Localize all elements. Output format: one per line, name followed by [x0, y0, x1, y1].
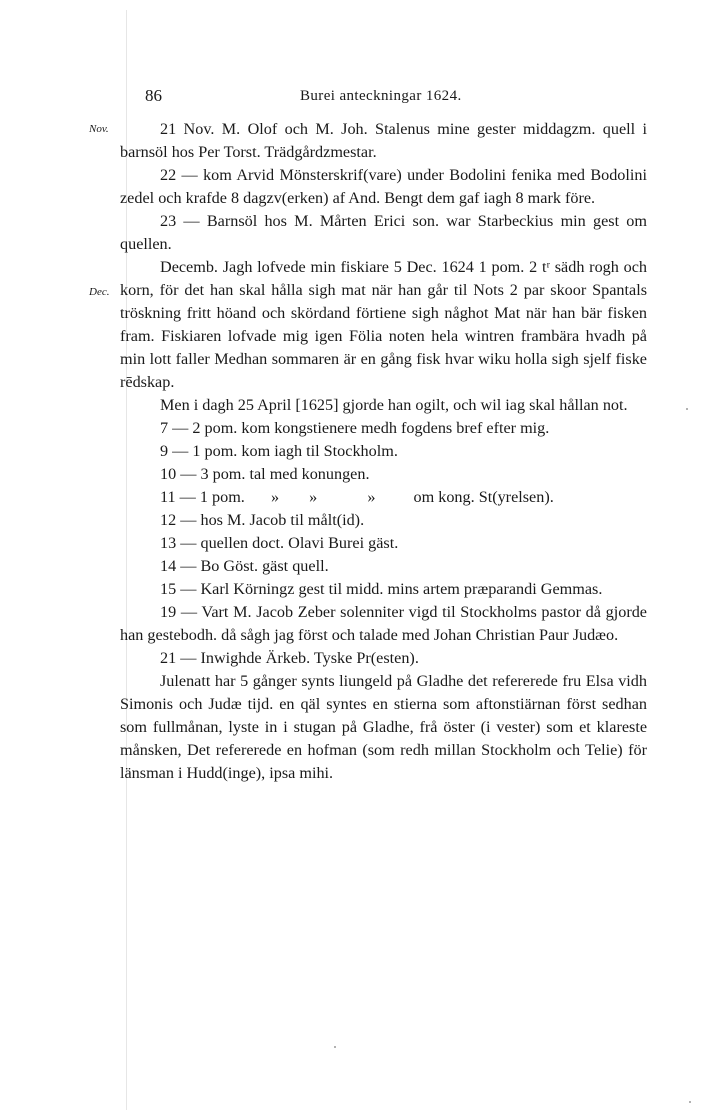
paragraph-nov-23: 23 — Barnsöl hos M. Mårten Erici son. war Starbeckius min gest om quellen.	[120, 212, 647, 253]
entry-dec-13: 13 — quellen doct. Olavi Burei gäst.	[160, 534, 399, 552]
entry-dec-9: 9 — 1 pom. kom iagh til Stockholm.	[160, 442, 398, 460]
margin-note-nov: Nov.	[89, 123, 109, 135]
entry-dec-11-end: om kong. St(yrelsen).	[413, 488, 554, 506]
paragraph-dec-15: 15 — Karl Körningz gest til midd. mins artem præparandi Gemmas.	[160, 580, 603, 598]
running-head: Burei anteckningar 1624.	[300, 88, 462, 104]
entry-dec-11	[120, 486, 647, 509]
ditto-mark: »	[367, 488, 376, 506]
entry-dec-10: 10 — 3 pom. tal med konungen.	[160, 465, 370, 483]
entry-dec-7: 7 — 2 pom. kom kongstienere medh fogdens bref efter mig.	[160, 419, 550, 437]
paper-speck	[686, 408, 688, 410]
paragraph-dec-21: 21 — Inwighde Ärkeb. Tyske Pr(esten).	[160, 649, 419, 667]
paragraph-nov-21: 21 Nov. M. Olof och M. Joh. Stalenus mine gester middagzm. quell i barnsöl hos Per Torst. Trädgårdzmestar.	[120, 120, 647, 161]
entry-dec-11-start: 11 — 1 pom.	[160, 488, 245, 506]
paragraph-julenatt: Julenatt har 5 gånger synts liungeld på Gladhe det refererede fru Elsa vidh Simonis och Judæ tijd. en qäl syntes en stierna som aftonstiärnan först sedhan som fullmånan, lyste in i stugan på Gladhe, frå öster (i vester) som et klareste månsken, Det refererede en hofman (som redh millan Stockholm och Telie) för länsman i Hudd(inge), ipsa mihi.	[120, 672, 647, 782]
paper-speck	[334, 1046, 336, 1048]
paragraph-nov-22: 22 — kom Arvid Mönsterskrif(vare) under Bodolini fenika med Bodolini zedel och krafde 8 dagzv(erken) af And. Bengt dem gaf iagh 8 mark före.	[120, 166, 647, 207]
entry-dec-14: 14 — Bo Göst. gäst quell.	[160, 557, 329, 575]
ditto-mark: »	[309, 488, 318, 506]
page-number: 86	[145, 86, 162, 105]
paragraph-dec-19: 19 — Vart M. Jacob Zeber solenniter vigd til Stockholms pastor då gjorde han gestebodh. då sågh jag först och talade med Johan Christian Paur Judæo.	[120, 603, 647, 644]
paper-speck	[689, 1101, 691, 1103]
margin-note-dec: Dec.	[89, 286, 110, 298]
paragraph-december: Decemb. Jagh lofvede min fiskiare 5 Dec. 1624 1 pom. 2 tʳ sädh rogh och korn, för det han skal hålla sigh mat när han går til Nots 2 par skoor Spantals tröskning fritt höand och skördand förtiene sigh någhot Mat när han bär fisken fram. Fiskiaren lofvade mig igen Fölia noten hela wintren frambära hvadh på min lott faller Medhan sommaren är en gång fisk hvar wiku holla sigh sjelf fiske rēdskap.	[120, 258, 647, 391]
ditto-mark: »	[270, 488, 280, 506]
entry-dec-12: 12 — hos M. Jacob til målt(id).	[160, 511, 365, 529]
paragraph-april-note: Men i dagh 25 April [1625] gjorde han ogilt, och wil iag skal hållan not.	[160, 396, 628, 414]
main-text	[120, 118, 647, 785]
